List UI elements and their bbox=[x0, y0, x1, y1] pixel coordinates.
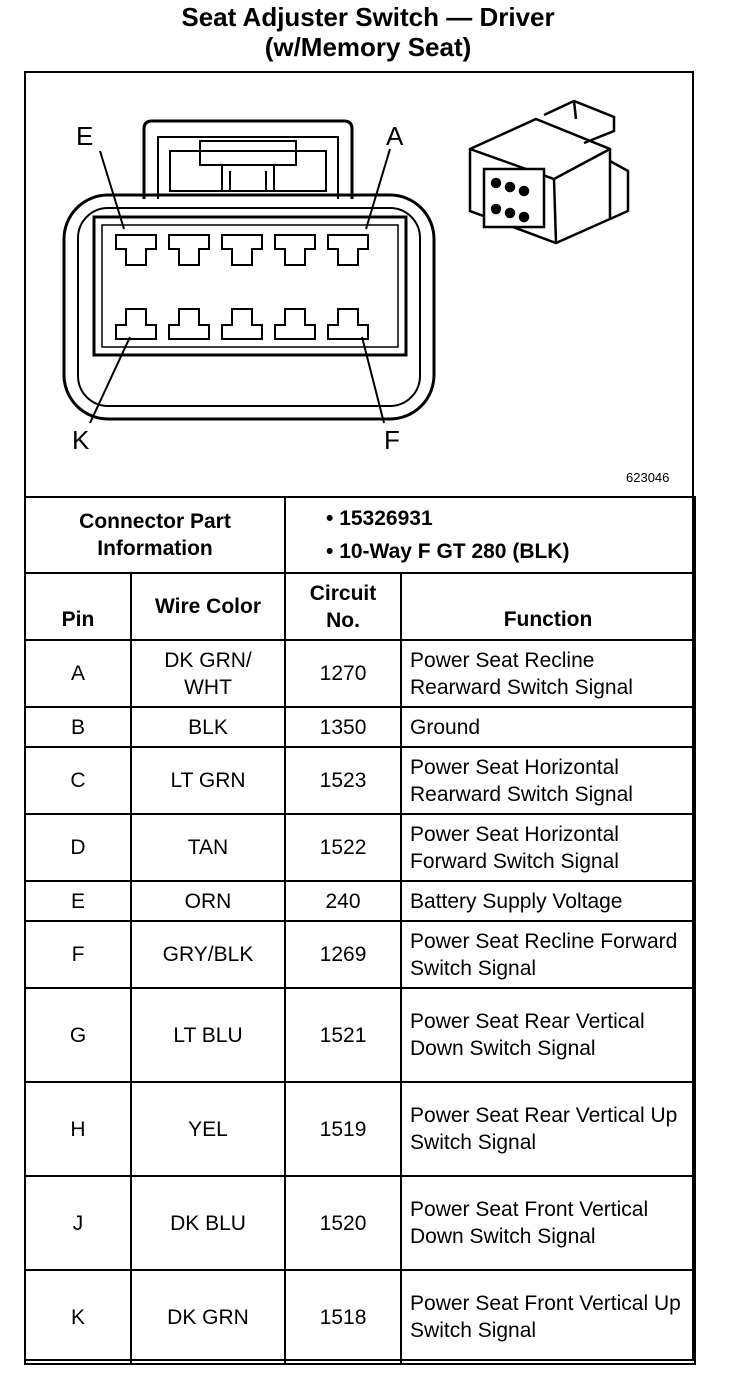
header-pin: Pin bbox=[25, 573, 131, 640]
pin-cell: H bbox=[25, 1082, 131, 1176]
circuit-cell: 240 bbox=[285, 881, 401, 921]
function-cell: Power Seat Rear Vertical Up Switch Signal bbox=[401, 1082, 695, 1176]
circuit-cell: 1350 bbox=[285, 707, 401, 747]
table-row bbox=[25, 1176, 695, 1270]
circuit-cell: 1269 bbox=[285, 921, 401, 988]
page-title: Seat Adjuster Switch — Driver bbox=[181, 2, 555, 32]
table-row bbox=[25, 988, 695, 1082]
wire-color-cell: ORN bbox=[131, 881, 285, 921]
pin-label-f: F bbox=[384, 425, 400, 455]
wire-color-cell: GRY/BLK bbox=[131, 921, 285, 988]
connector-latch bbox=[144, 121, 352, 199]
pin-cell: K bbox=[25, 1270, 131, 1364]
wire-color-cell: LT BLU bbox=[131, 988, 285, 1082]
function-cell: Power Seat Horizontal Rearward Switch Signal bbox=[401, 747, 695, 814]
circuit-cell: 1523 bbox=[285, 747, 401, 814]
connector-info-values bbox=[285, 497, 695, 573]
pin-cell: A bbox=[25, 640, 131, 707]
function-cell: Power Seat Recline Rearward Switch Signal bbox=[401, 640, 695, 707]
pin-label-a: A bbox=[386, 121, 404, 151]
function-cell: Ground bbox=[401, 707, 695, 747]
table-row bbox=[25, 640, 695, 707]
pin-cell: G bbox=[25, 988, 131, 1082]
function-cell: Battery Supply Voltage bbox=[401, 881, 695, 921]
connector-body bbox=[64, 195, 434, 419]
pinout-table bbox=[24, 496, 696, 1365]
pin-cell: E bbox=[25, 881, 131, 921]
header-function: Function bbox=[401, 573, 695, 640]
leader-line-k bbox=[90, 337, 130, 423]
connector-3d-thumbnail bbox=[470, 101, 628, 243]
wire-color-cell: DK BLU bbox=[131, 1176, 285, 1270]
header-circuit-no: Circuit No. bbox=[285, 573, 401, 640]
function-cell: Power Seat Recline Forward Switch Signal bbox=[401, 921, 695, 988]
pin-cell: D bbox=[25, 814, 131, 881]
terminal-row-bottom bbox=[116, 309, 368, 339]
table-row bbox=[25, 707, 695, 747]
wire-color-cell: TAN bbox=[131, 814, 285, 881]
wire-color-cell: DK GRN/ WHT bbox=[131, 640, 285, 707]
leader-line-f bbox=[362, 337, 384, 423]
table-row bbox=[25, 814, 695, 881]
pin-cell: J bbox=[25, 1176, 131, 1270]
circuit-cell: 1519 bbox=[285, 1082, 401, 1176]
function-cell: Power Seat Front Vertical Up Switch Signal bbox=[401, 1270, 695, 1364]
header-wire-color: Wire Color bbox=[131, 573, 285, 640]
pin-label-e: E bbox=[76, 121, 94, 151]
pin-cell: C bbox=[25, 747, 131, 814]
terminal-row-top bbox=[116, 235, 368, 265]
table-header-row bbox=[25, 573, 695, 640]
circuit-cell: 1520 bbox=[285, 1176, 401, 1270]
pin-cell: B bbox=[25, 707, 131, 747]
figure-reference-number: 623046 bbox=[626, 470, 670, 485]
connector-diagram bbox=[24, 71, 694, 496]
function-cell: Power Seat Rear Vertical Down Switch Signal bbox=[401, 988, 695, 1082]
table-row bbox=[25, 747, 695, 814]
page-subtitle: (w/Memory Seat) bbox=[264, 32, 472, 62]
circuit-cell: 1521 bbox=[285, 988, 401, 1082]
function-cell: Power Seat Horizontal Forward Switch Signal bbox=[401, 814, 695, 881]
table-row bbox=[25, 921, 695, 988]
connector-part-number: • 15326931 bbox=[326, 507, 433, 530]
connector-info-label: Connector Part Information bbox=[25, 497, 285, 573]
function-cell: Power Seat Front Vertical Down Switch Signal bbox=[401, 1176, 695, 1270]
wire-color-cell: LT GRN bbox=[131, 747, 285, 814]
circuit-cell: 1522 bbox=[285, 814, 401, 881]
circuit-cell: 1518 bbox=[285, 1270, 401, 1364]
table-row bbox=[25, 1082, 695, 1176]
pin-cell: F bbox=[25, 921, 131, 988]
circuit-cell: 1270 bbox=[285, 640, 401, 707]
table-row bbox=[25, 881, 695, 921]
connector-type: • 10-Way F GT 280 (BLK) bbox=[326, 540, 570, 563]
table-row bbox=[25, 1270, 695, 1364]
connector-info-row bbox=[25, 497, 695, 573]
wire-color-cell: BLK bbox=[131, 707, 285, 747]
wire-color-cell: YEL bbox=[131, 1082, 285, 1176]
wire-color-cell: DK GRN bbox=[131, 1270, 285, 1364]
pin-label-k: K bbox=[72, 425, 90, 455]
